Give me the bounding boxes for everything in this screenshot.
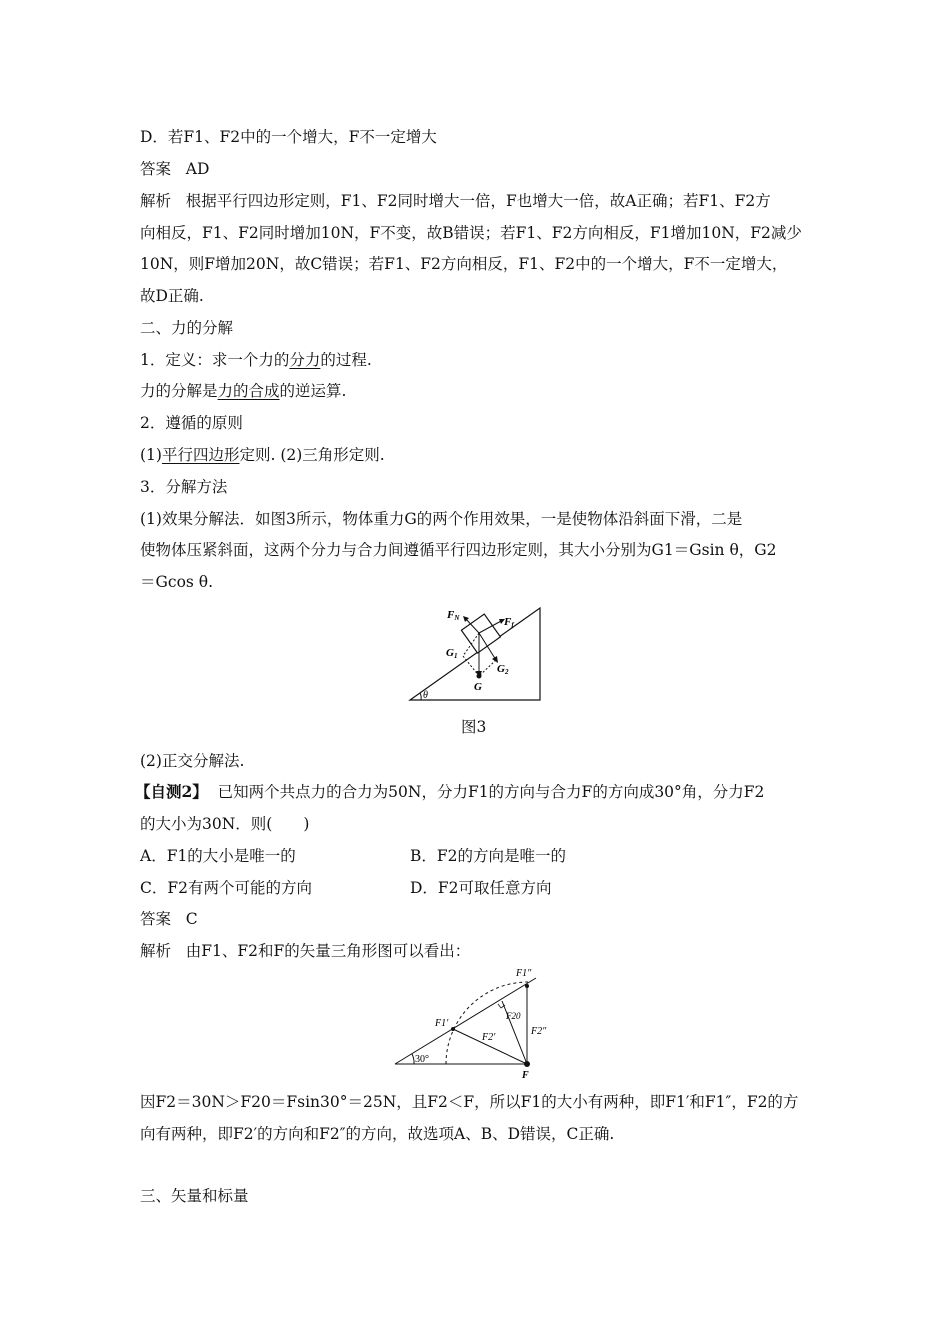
q1-option-d: D．若F1、F2中的一个增大，F不一定增大 (140, 128, 437, 146)
q2-conclusion-line-2: 向有两种，即F2′的方向和F2″的方向，故选项A、B、D错误，C正确. (140, 1125, 615, 1143)
q1-analysis-line-2: 向相反，F1、F2同时增加10N，F不变，故B错误；若F1、F2方向相反，F1增加10N，F2减少 (140, 224, 802, 242)
section2-heading: 二、力的分解 (140, 319, 234, 337)
method-1-line-3: ＝Gcos θ. (140, 573, 214, 591)
definition-term: 分力 (289, 351, 321, 369)
q2-stem-line-2: 的大小为30N．则( ) (140, 815, 310, 833)
q1-answer-value: AD (185, 160, 210, 178)
q2-conclusion-line-1: 因F2＝30N＞F20＝Fsin30°＝25N，且F2＜F，所以F1的大小有两种，即F1′和F1″，F2的方 (140, 1093, 799, 1111)
q2-analysis-label: 解析 (140, 942, 172, 960)
q2-option-c: C．F2有两个可能的方向 (140, 879, 312, 897)
f1-prime-label: F1′ (435, 1018, 449, 1029)
f-label: F (522, 1070, 529, 1081)
q2-stem-line-1 (135, 781, 815, 803)
principle-suffix: 定则. (2)三角形定则. (239, 446, 385, 464)
g1-label: G1 (446, 647, 458, 660)
definition-line (140, 349, 820, 371)
q2-option-d: D．F2可取任意方向 (410, 879, 552, 897)
q2-option-b: B．F2的方向是唯一的 (410, 847, 567, 865)
inverse-prefix: 力的分解是 (140, 382, 218, 400)
g2-label: G2 (497, 663, 509, 676)
q2-tag: 【自测2】 (135, 782, 208, 801)
f20-label: F20 (506, 1011, 521, 1021)
g-label: G (474, 681, 482, 693)
method-1-line-2: 使物体压紧斜面，这两个分力与合力间遵循平行四边形定则，其大小分别为G1＝Gsin θ，G2 (140, 541, 777, 559)
principle-term: 平行四边形 (161, 446, 240, 464)
principle-heading: 2．遵循的原则 (140, 414, 243, 432)
q2-answer-value: C (185, 910, 198, 928)
figure-3-caption: 图3 (461, 718, 487, 736)
method-heading: 3．分解方法 (140, 478, 228, 496)
principle-line (140, 444, 820, 466)
q2-stem-text-1: 已知两个共点力的合力为50N，分力F1的方向与合力F的方向成30°角，分力F2 (217, 783, 765, 801)
q1-analysis-line-1 (140, 190, 820, 212)
definition-suffix: 的过程. (320, 351, 372, 369)
theta-label: θ (423, 690, 428, 701)
method-2-line: (2)正交分解法. (140, 752, 245, 770)
q1-answer-label: 答案 (140, 160, 172, 178)
section3-heading: 三、矢量和标量 (140, 1187, 249, 1205)
method-1-line-1: (1)效果分解法．如图3所示，物体重力G的两个作用效果，一是使物体沿斜面下滑，二是 (140, 510, 743, 528)
inverse-term: 力的合成 (217, 382, 280, 400)
angle-label: 30° (415, 1054, 429, 1065)
q1-analysis-text-1: 根据平行四边形定则，F1、F2同时增大一倍，F也增大一倍，故A正确；若F1、F2方 (185, 192, 771, 210)
q2-answer-line (140, 908, 820, 930)
inverse-line (140, 380, 820, 402)
q2-option-a: A．F1的大小是唯一的 (140, 847, 296, 865)
incline-figure (405, 600, 545, 705)
q2-analysis-intro: 由F1、F2和F的矢量三角形图可以看出： (185, 942, 471, 960)
vector-triangle-figure (390, 962, 547, 1082)
principle-prefix: (1) (140, 446, 162, 464)
q1-analysis-line-3: 10N，则F增加20N，故C错误；若F1、F2方向相反，F1、F2中的一个增大，F不一定增大， (140, 255, 788, 273)
q2-answer-label: 答案 (140, 910, 172, 928)
f2-prime-label: F2′ (482, 1032, 496, 1043)
q2-analysis-line (140, 940, 820, 962)
inverse-suffix: 的逆运算. (279, 382, 347, 400)
ff-label: Ff (504, 616, 514, 629)
q1-analysis-line-4: 故D正确. (140, 287, 204, 305)
f2-double-prime-label: F2″ (531, 1026, 547, 1037)
f1-double-prime-label: F1″ (516, 968, 532, 979)
fn-label: FN (447, 609, 460, 622)
definition-prefix: 1．定义：求一个力的 (140, 351, 290, 369)
q1-answer-line (140, 158, 820, 180)
q1-analysis-label: 解析 (140, 192, 172, 210)
